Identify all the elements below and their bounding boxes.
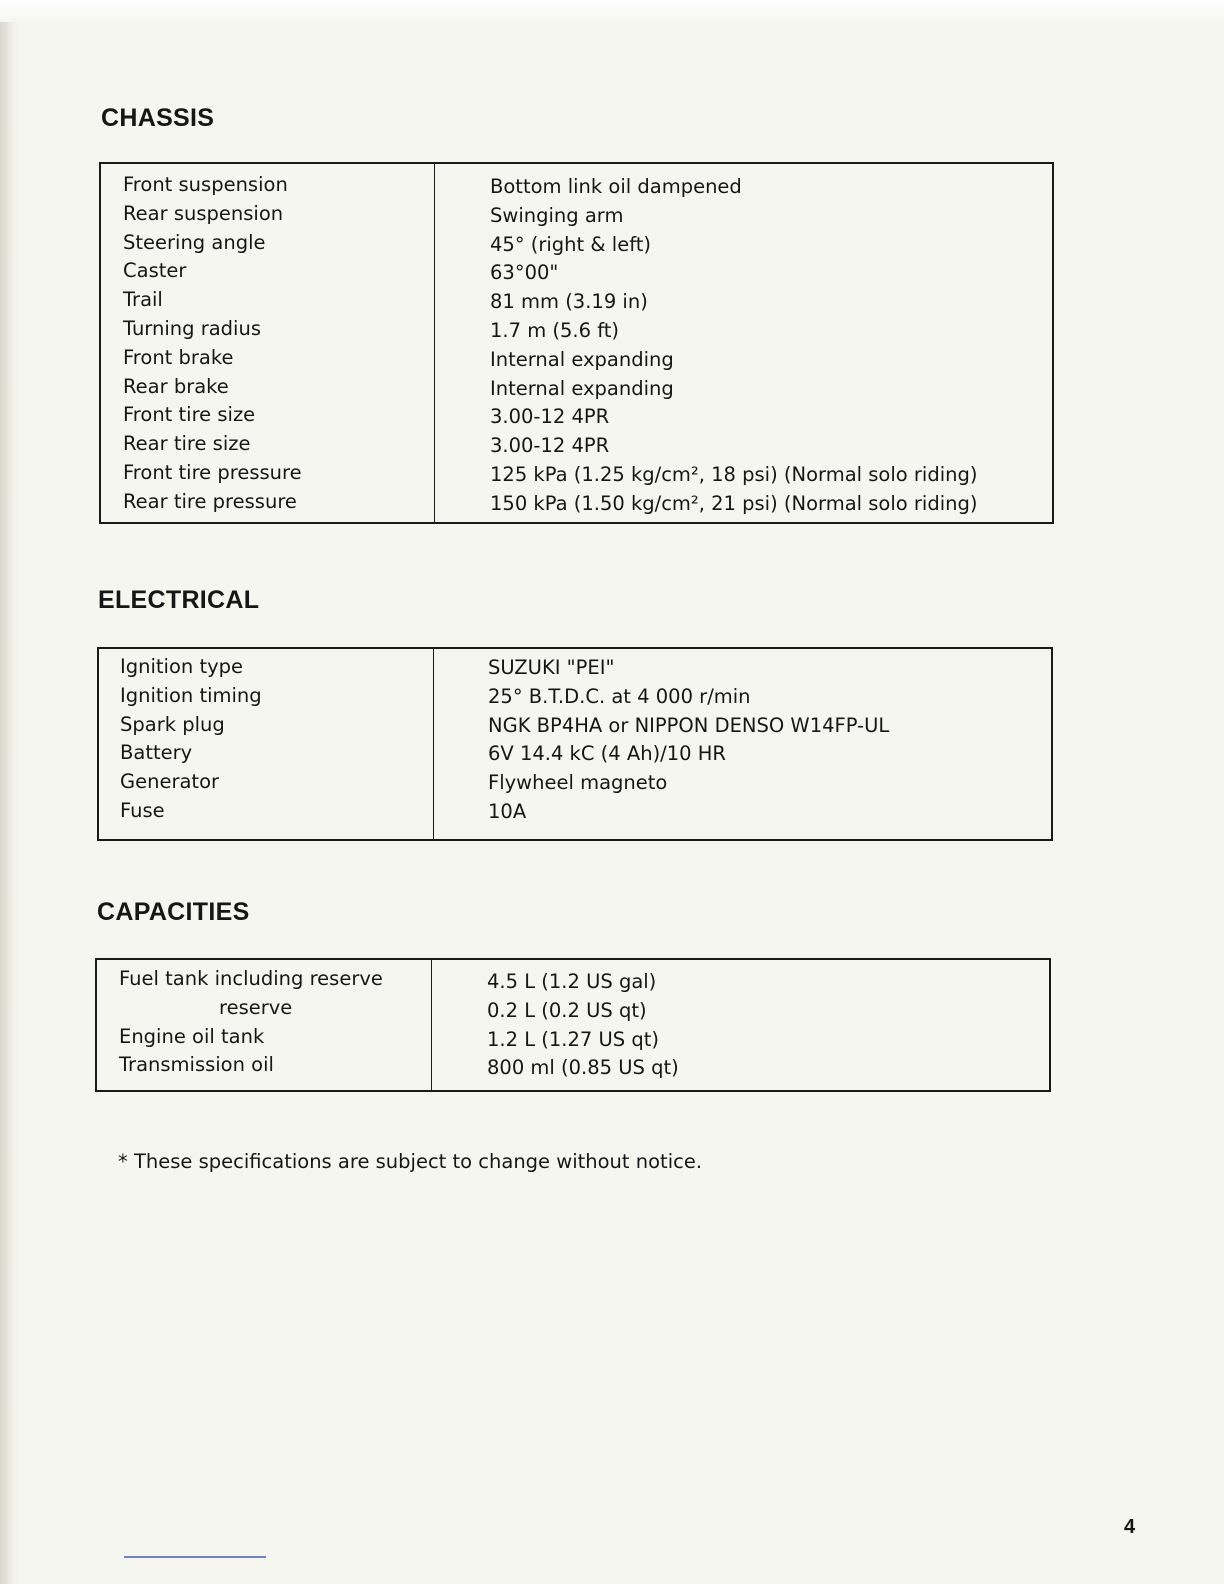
- chassis-label: Rear brake: [123, 374, 229, 398]
- capacities-column-divider: [431, 960, 432, 1090]
- chassis-value: Swinging arm: [490, 203, 624, 227]
- chassis-value: 45° (right & left): [490, 232, 651, 256]
- chassis-label: Front brake: [123, 345, 234, 369]
- electrical-value: NGK BP4HA or NIPPON DENSO W14FP-UL: [488, 713, 890, 737]
- chassis-label: Trail: [123, 288, 163, 312]
- capacities-label: Fuel tank including reserve: [119, 967, 383, 990]
- chassis-value: 1.7 m (5.6 ft): [490, 318, 619, 342]
- chassis-value: 150 kPa (1.50 kg/cm², 21 psi) (Normal solo riding): [490, 491, 978, 515]
- capacities-value: 1.2 L (1.27 US qt): [487, 1027, 659, 1051]
- electrical-value: Flywheel magneto: [488, 771, 668, 795]
- chassis-label: Rear tire pressure: [123, 489, 297, 513]
- chassis-column-divider: [434, 164, 435, 522]
- chassis-label: Front tire pressure: [123, 460, 302, 484]
- specifications-footnote: * These specifications are subject to change without notice.: [118, 1150, 703, 1173]
- capacities-value-column: [487, 968, 679, 1083]
- electrical-table: [97, 647, 1053, 841]
- chassis-value: Bottom link oil dampened: [490, 175, 742, 198]
- chassis-label: Front tire size: [123, 403, 256, 427]
- electrical-value: 25° B.T.D.C. at 4 000 r/min: [488, 684, 751, 708]
- electrical-label: Battery: [120, 741, 193, 765]
- electrical-value: SUZUKI "PEI": [488, 656, 615, 679]
- chassis-label-column: [123, 171, 302, 517]
- electrical-value: 6V 14.4 kC (4 Ah)/10 HR: [488, 742, 726, 766]
- electrical-label: Spark plug: [120, 712, 225, 736]
- chassis-label: Rear tire size: [123, 432, 251, 456]
- page-binding-edge: [0, 0, 18, 1584]
- page-top-edge: [0, 0, 1224, 22]
- chassis-value-column: [490, 173, 977, 519]
- electrical-label: Fuse: [120, 798, 165, 822]
- chassis-value: 63°00": [490, 261, 559, 285]
- electrical-value-column: [488, 654, 889, 827]
- chassis-value: Internal expanding: [490, 347, 674, 371]
- chassis-label: Front suspension: [123, 173, 288, 196]
- chassis-value: 81 mm (3.19 in): [490, 290, 648, 314]
- chassis-value: 3.00-12 4PR: [490, 434, 610, 458]
- capacities-label-column: [119, 965, 383, 1080]
- capacities-label: Transmission oil: [119, 1053, 274, 1077]
- capacities-table: [95, 958, 1051, 1092]
- electrical-label: Generator: [120, 770, 220, 794]
- capacities-value: 4.5 L (1.2 US gal): [487, 970, 657, 993]
- electrical-label-column: [120, 653, 262, 826]
- electrical-column-divider: [433, 649, 434, 839]
- capacities-heading: CAPACITIES: [97, 898, 250, 926]
- chassis-value: 3.00-12 4PR: [490, 405, 610, 429]
- capacities-label: reserve: [219, 995, 293, 1019]
- chassis-table: [99, 162, 1054, 524]
- electrical-value: 10A: [488, 799, 527, 823]
- chassis-label: Steering angle: [123, 230, 266, 254]
- chassis-label: Caster: [123, 259, 187, 283]
- chassis-heading: CHASSIS: [101, 104, 215, 132]
- capacities-value: 0.2 L (0.2 US qt): [487, 998, 647, 1022]
- chassis-value: 125 kPa (1.25 kg/cm², 18 psi) (Normal solo riding): [490, 462, 978, 486]
- chassis-label: Turning radius: [123, 316, 261, 340]
- electrical-label: Ignition type: [120, 655, 244, 678]
- electrical-label: Ignition timing: [120, 683, 262, 707]
- electrical-heading: ELECTRICAL: [98, 586, 260, 614]
- chassis-label: Rear suspension: [123, 201, 284, 225]
- page-number: 4: [1124, 1516, 1136, 1538]
- capacities-label: Engine oil tank: [119, 1024, 265, 1048]
- blue-underline-mark: [124, 1556, 266, 1558]
- capacities-value: 800 ml (0.85 US qt): [487, 1056, 679, 1080]
- chassis-value: Internal expanding: [490, 376, 674, 400]
